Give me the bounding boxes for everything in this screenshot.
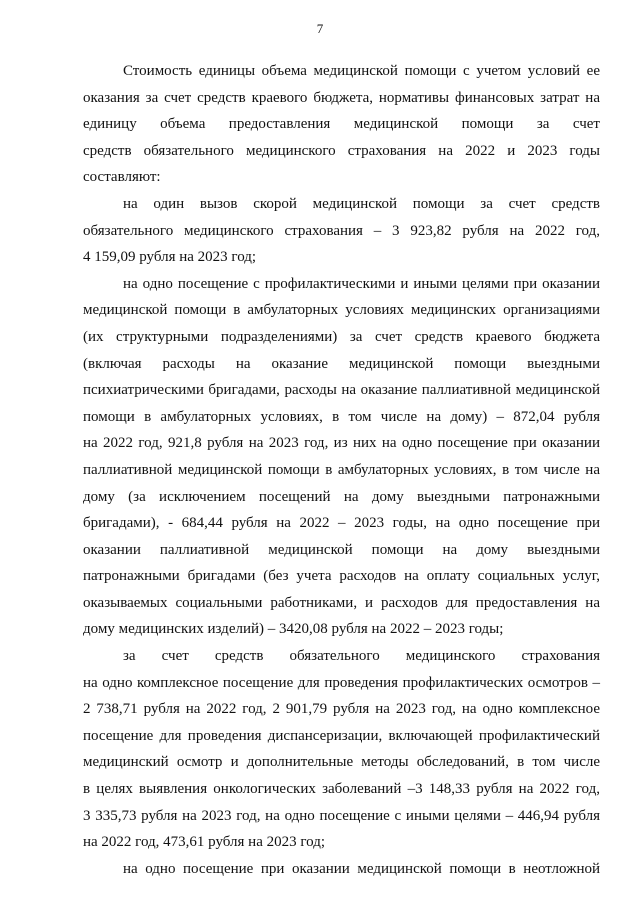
text-line: Стоимость единицы объема медицинской помощи с учетом условий ее [123,63,600,79]
text-line: на одно посещение с профилактическими и иными целями при оказании [123,275,600,292]
text-line: на один вызов скорой медицинской помощи за счет средств [123,195,600,212]
text-line: в целях выявления онкологических заболеваний –3 148,33 рубля на 2022 год, [83,781,600,798]
text-line: 2 738,71 рубля на 2022 год, 2 901,79 рубля на 2023 год, на одно комплексное [83,701,600,718]
text-line: 4 159,09 рубля на 2023 год; [83,249,257,266]
text-line: бригадами), - 684,44 рубля на 2022 – 2023 годы, на одно посещение при [83,515,600,532]
text-line: на 2022 год, 921,8 рубля на 2023 год, из них на одно посещение при оказании [83,435,600,452]
text-line: на одно посещение при оказании медицинской помощи в неотложной [123,860,600,877]
text-line: средств обязательного медицинского страхования на 2022 и 2023 годы [83,142,600,159]
text-line: за счет средств обязательного медицинского страхования [123,648,600,665]
text-line: психиатрическими бригадами, расходы на оказание паллиативной медицинской [83,382,600,399]
text-line: дому медицинских изделий) – 3420,08 рубля на 2022 – 2023 годы; [83,621,504,638]
text-line: 3 335,73 рубля на 2023 год, на одно посещение с иными целями – 446,94 рубля [83,807,600,824]
paragraph [83,856,600,883]
text-line: обязательного медицинского страхования – 3 923,82 рубля на 2022 год, [83,222,600,239]
text-line: дому (за исключением посещений на дому выездными патронажными [83,488,600,505]
paragraph [83,191,600,271]
text-line: на одно комплексное посещение для проведения профилактических осмотров – [83,674,600,691]
text-line: посещение для проведения диспансеризации, включающей профилактический [83,727,600,744]
text-line: оказании паллиативной медицинской помощи на дому выездными [83,541,600,558]
paragraph [83,271,600,643]
text-line: паллиативной медицинской помощи в амбулаторных условиях, в том числе на [83,461,600,478]
text-line: патронажными бригадами (без учета расходов на оплату социальных услуг, [83,568,600,585]
text-line: на 2022 год, 473,61 рубля на 2023 год; [83,834,325,851]
text-line: помощи в амбулаторных условиях, в том числе на дому) – 872,04 рубля [83,408,600,425]
text-line: оказываемых социальными работниками, и расходов для предоставления на [83,594,600,611]
text-line: медицинский осмотр и дополнительные методы обследований, в том числе [83,754,600,771]
text-line: медицинской помощи в амбулаторных условиях медицинских организациями [83,302,600,319]
text-line: оказания за счет средств краевого бюджета, нормативы финансовых затрат на [83,89,600,106]
text-line: составляют: [83,169,161,186]
text-line: (их структурными подразделениями) за счет средств краевого бюджета [83,328,600,345]
text-line: (включая расходы на оказание медицинской помощи выездными [83,355,600,372]
text-line: единицу объема предоставления медицинской помощи за счет [83,116,600,133]
paragraph [83,58,600,191]
page-number: 7 [316,21,324,36]
document-body [83,58,600,882]
paragraph [83,643,600,856]
